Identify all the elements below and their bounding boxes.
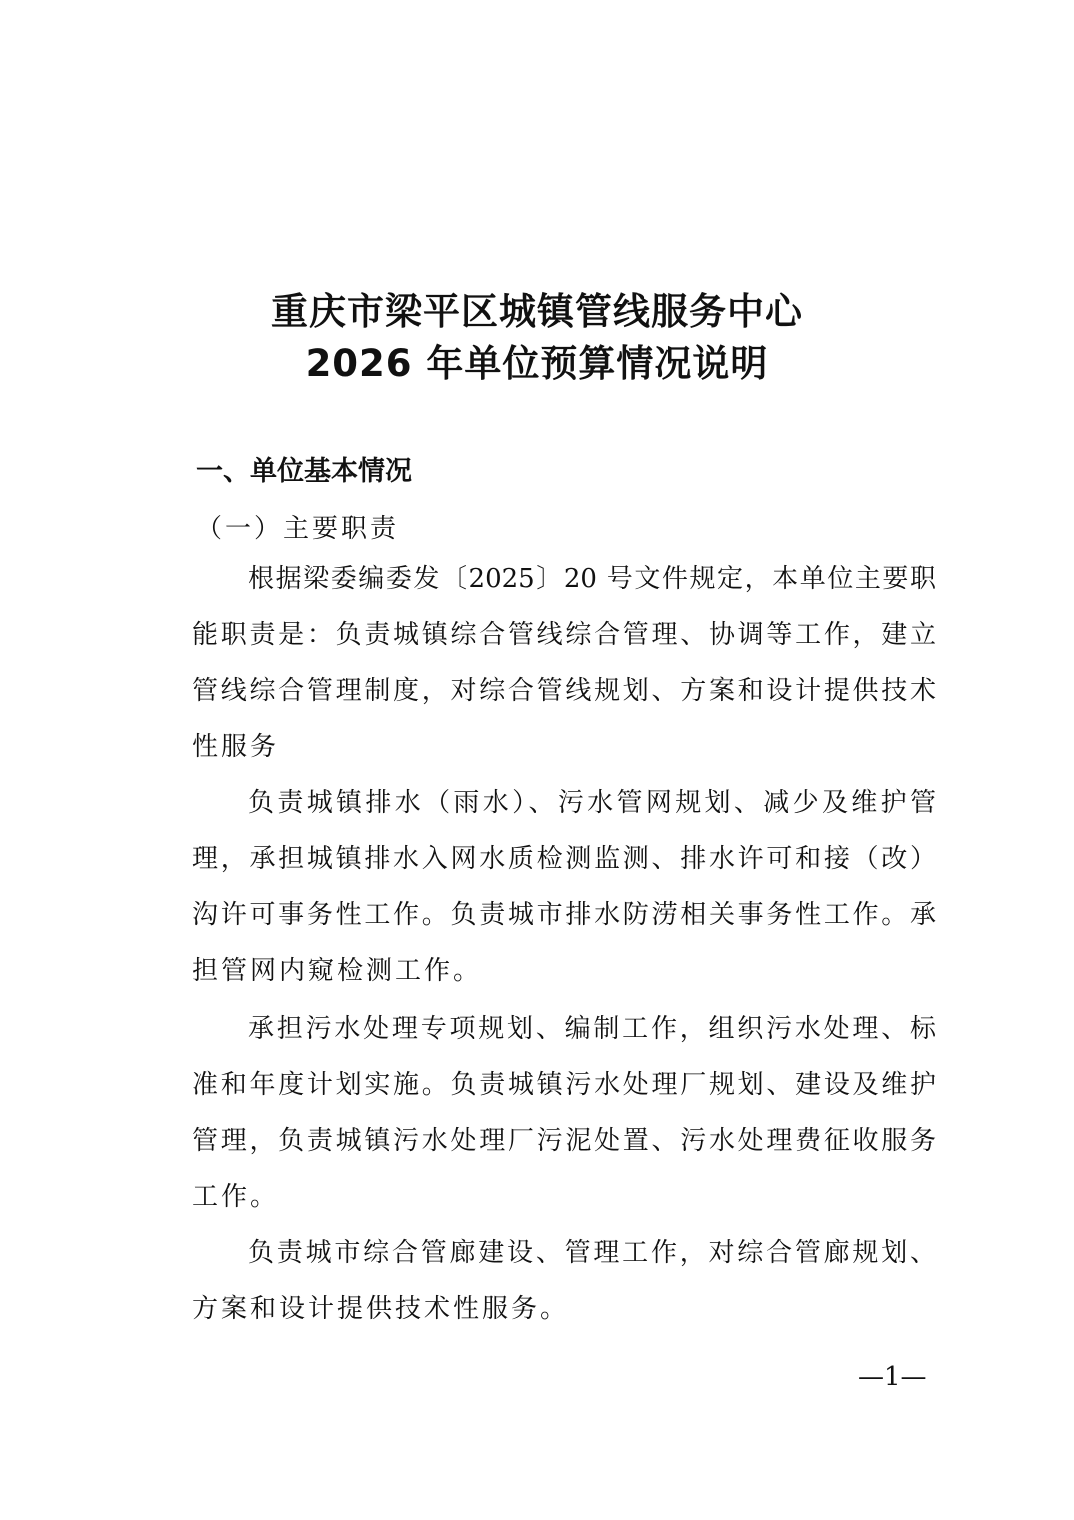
document-title-line-2: 2026 年单位预算情况说明 <box>305 342 769 385</box>
paragraph-3-line-2: 准和年度计划实施。负责城镇污水处理厂规划、建设及维护 <box>192 1070 936 1100</box>
paragraph-2-line-1: 负责城镇排水（雨水）、污水管网规划、减少及维护管 <box>248 788 936 818</box>
paragraph-1-line-3: 管线综合管理制度，对综合管线规划、方案和设计提供技术 <box>192 676 936 706</box>
paragraph-1-line-2: 能职责是：负责城镇综合管线综合管理、协调等工作，建立 <box>192 620 936 650</box>
paragraph-4-line-2: 方案和设计提供技术性服务。 <box>192 1294 570 1324</box>
paragraph-3-line-4: 工作。 <box>192 1182 280 1212</box>
paragraph-2-line-3: 沟许可事务性工作。负责城市排水防涝相关事务性工作。承 <box>192 900 936 930</box>
document-title-line-1: 重庆市梁平区城镇管线服务中心 <box>271 290 803 333</box>
section-heading-basic-info: 一、单位基本情况 <box>196 456 412 487</box>
paragraph-2-line-2: 理，承担城镇排水入网水质检测监测、排水许可和接（改） <box>192 844 936 874</box>
paragraph-3-line-3: 管理，负责城镇污水处理厂污泥处置、污水处理费征收服务 <box>192 1126 936 1156</box>
subsection-heading-main-duties: （一）主要职责 <box>196 514 400 544</box>
paragraph-4-line-1: 负责城市综合管廊建设、管理工作，对综合管廊规划、 <box>248 1238 936 1268</box>
paragraph-1-line-4: 性服务 <box>192 732 280 762</box>
paragraph-3-line-1: 承担污水处理专项规划、编制工作，组织污水处理、标 <box>248 1014 936 1044</box>
paragraph-1-line-1: 根据梁委编委发〔2025〕20 号文件规定，本单位主要职 <box>248 564 936 594</box>
paragraph-2-line-4: 担管网内窥检测工作。 <box>192 956 483 986</box>
page-number: —1— <box>858 1362 927 1392</box>
